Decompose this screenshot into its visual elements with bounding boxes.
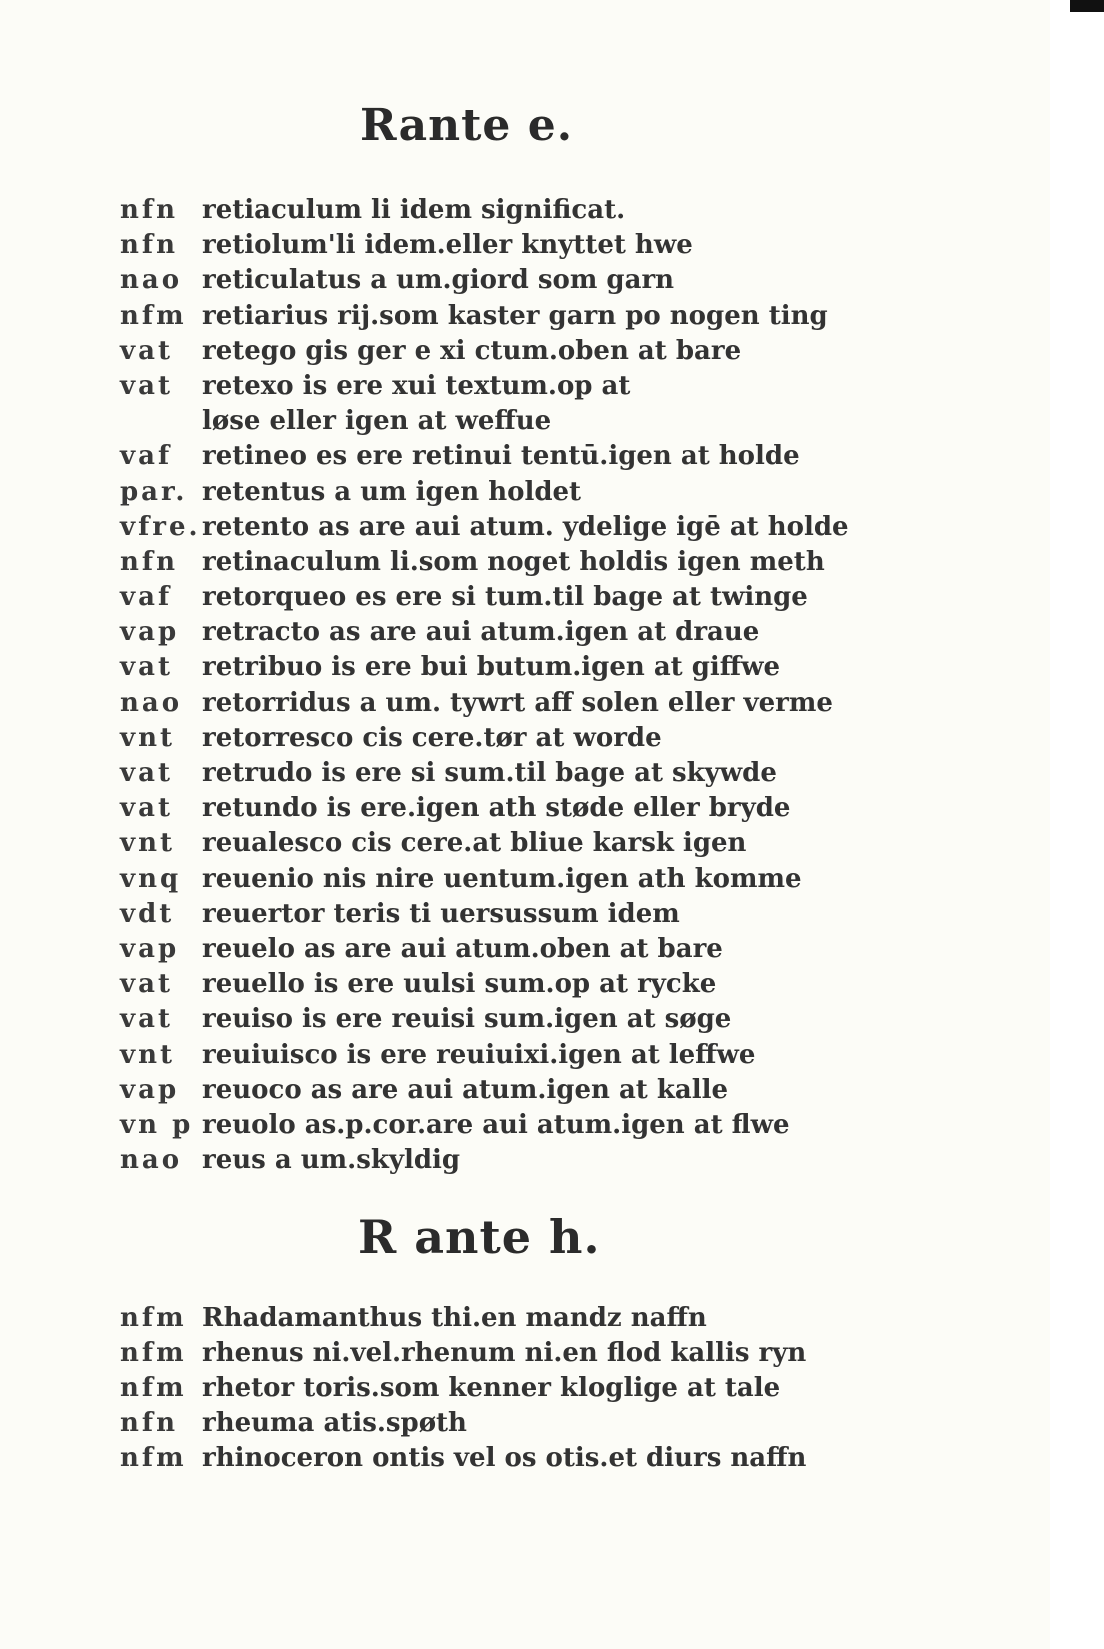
grammar-code: vnt [120,1039,176,1070]
dictionary-entry [120,439,880,474]
grammar-code [120,404,202,439]
scan-corner-mark [1070,0,1104,12]
dictionary-entry [120,334,880,369]
entry-text: retundo is ere.igen ath støde eller bryde [202,793,791,824]
grammar-code: nfn [120,1408,178,1438]
grammar-code: nfm [120,1373,187,1403]
dictionary-entry [120,1143,880,1178]
entry-list-r-ante-e [120,193,880,1178]
entry-text: retribuo is ere bui butum.igen at giffwe [202,652,781,683]
dictionary-entry [120,475,880,510]
grammar-code: nfm [120,1443,187,1473]
entry-text: reuenio nis nire uentum.igen ath komme [202,863,802,894]
entry-text: reuolo as.p.cor.are aui atum.igen at flwe [202,1109,790,1140]
dictionary-entry [120,1406,880,1441]
grammar-code: nfm [120,300,187,331]
entry-text: reticulatus a um.giord som garn [202,265,675,296]
entry-text: retiaculum li idem significat. [202,195,626,225]
dictionary-entry [120,932,880,967]
dictionary-entry [120,615,880,650]
grammar-code: vat [120,370,173,401]
grammar-code: nao [120,687,183,718]
grammar-code: nao [120,1145,183,1176]
grammar-code: vat [120,335,173,366]
grammar-code: nfm [120,1303,187,1333]
entry-text: reuello is ere uulsi sum.op at rycke [202,969,717,1000]
grammar-code: vaf [120,582,173,613]
grammar-code: nfn [120,230,178,261]
dictionary-entry [120,1301,880,1336]
grammar-code: vfre. [120,511,201,542]
entry-text: reuiso is ere reuisi sum.igen at søge [202,1004,732,1035]
entry-text: reualesco cis cere.at bliue karsk igen [202,828,747,859]
dictionary-entry [120,228,880,263]
entry-text: reuiuisco is ere reuiuixi.igen at leffwe [202,1039,756,1070]
entry-text: reuertor teris ti uersussum idem [202,898,680,929]
dictionary-entry [120,862,880,897]
entry-list-r-ante-h [120,1301,880,1476]
entry-text: rhenus ni.vel.rhenum ni.en flod kallis ryn [202,1338,807,1368]
entry-text: retrudo is ere si sum.til bage at skywde [202,758,777,788]
dictionary-entry [120,791,880,826]
dictionary-entry [120,967,880,1002]
grammar-code: vat [120,758,173,788]
entry-text: reuoco as are aui atum.igen at kalle [202,1074,729,1105]
grammar-code: nfm [120,1338,187,1368]
dictionary-entry [120,1336,880,1371]
dictionary-entry [120,1038,880,1073]
grammar-code: vdt [120,898,175,929]
grammar-code: vat [120,969,173,1000]
dictionary-entry [120,299,880,334]
entry-text: retinaculum li.som noget holdis igen meth [202,546,825,577]
grammar-code: vap [120,1074,180,1105]
entry-text: retorridus a um. tywrt aff solen eller verme [202,687,833,718]
dictionary-entry [120,650,880,685]
grammar-code: vap [120,617,180,648]
dictionary-entry [120,756,880,791]
entry-text: retego gis ger e xi ctum.oben at bare [202,335,742,366]
dictionary-entry [120,721,880,756]
grammar-code: nao [120,265,183,296]
dictionary-entry [120,545,880,580]
section-heading-r-ante-h: R ante h. [358,1210,601,1264]
entry-text: retentus a um igen holdet [202,476,582,507]
entry-text: retiolum'li idem.eller knyttet hwe [202,230,693,261]
entry-text: rheuma atis.spøth [202,1408,467,1438]
grammar-code: nfn [120,195,178,225]
entry-text: løse eller igen at weffue [202,406,552,437]
dictionary-entry [120,263,880,298]
entry-text: rhetor toris.som kenner kloglige at tale [202,1373,781,1403]
grammar-code: vnt [120,828,176,859]
dictionary-entry [120,369,880,404]
dictionary-entry [120,1108,880,1143]
entry-text: retorresco cis cere.tør at worde [202,722,662,753]
section-heading-r-ante-e: Rante e. [360,100,574,151]
dictionary-entry [120,1002,880,1037]
grammar-code: vat [120,793,173,824]
dictionary-entry [120,580,880,615]
grammar-code: vaf [120,441,173,472]
grammar-code: vn p [120,1109,194,1140]
dictionary-entry [120,1441,880,1476]
entry-text: Rhadamanthus thi.en mandz naffn [202,1303,707,1333]
dictionary-entry [120,686,880,721]
grammar-code: vat [120,652,173,683]
entry-text: retracto as are aui atum.igen at draue [202,617,760,648]
dictionary-entry [120,1073,880,1108]
page-margin [1050,0,1104,1649]
entry-text: reus a um.skyldig [202,1145,461,1176]
dictionary-entry [120,1371,880,1406]
dictionary-entry [120,897,880,932]
entry-text: rhinoceron ontis vel os otis.et diurs naffn [202,1443,807,1473]
dictionary-entry [120,193,880,228]
dictionary-entry [120,404,880,439]
grammar-code: nfn [120,546,178,577]
dictionary-entry [120,826,880,861]
grammar-code: vnq [120,863,182,894]
entry-text: retineo es ere retinui tentū.igen at holde [202,441,800,472]
grammar-code: vat [120,1004,173,1035]
entry-text: retorqueo es ere si tum.til bage at twinge [202,582,808,613]
entry-text: reuelo as are aui atum.oben at bare [202,933,723,964]
entry-text: retiarius rij.som kaster garn po nogen ting [202,300,828,331]
grammar-code: vnt [120,722,176,753]
entry-text: retento as are aui atum. ydelige igē at holde [202,511,849,542]
grammar-code: par. [120,476,188,507]
entry-text: retexo is ere xui textum.op at [202,370,631,401]
dictionary-entry [120,510,880,545]
grammar-code: vap [120,933,180,964]
